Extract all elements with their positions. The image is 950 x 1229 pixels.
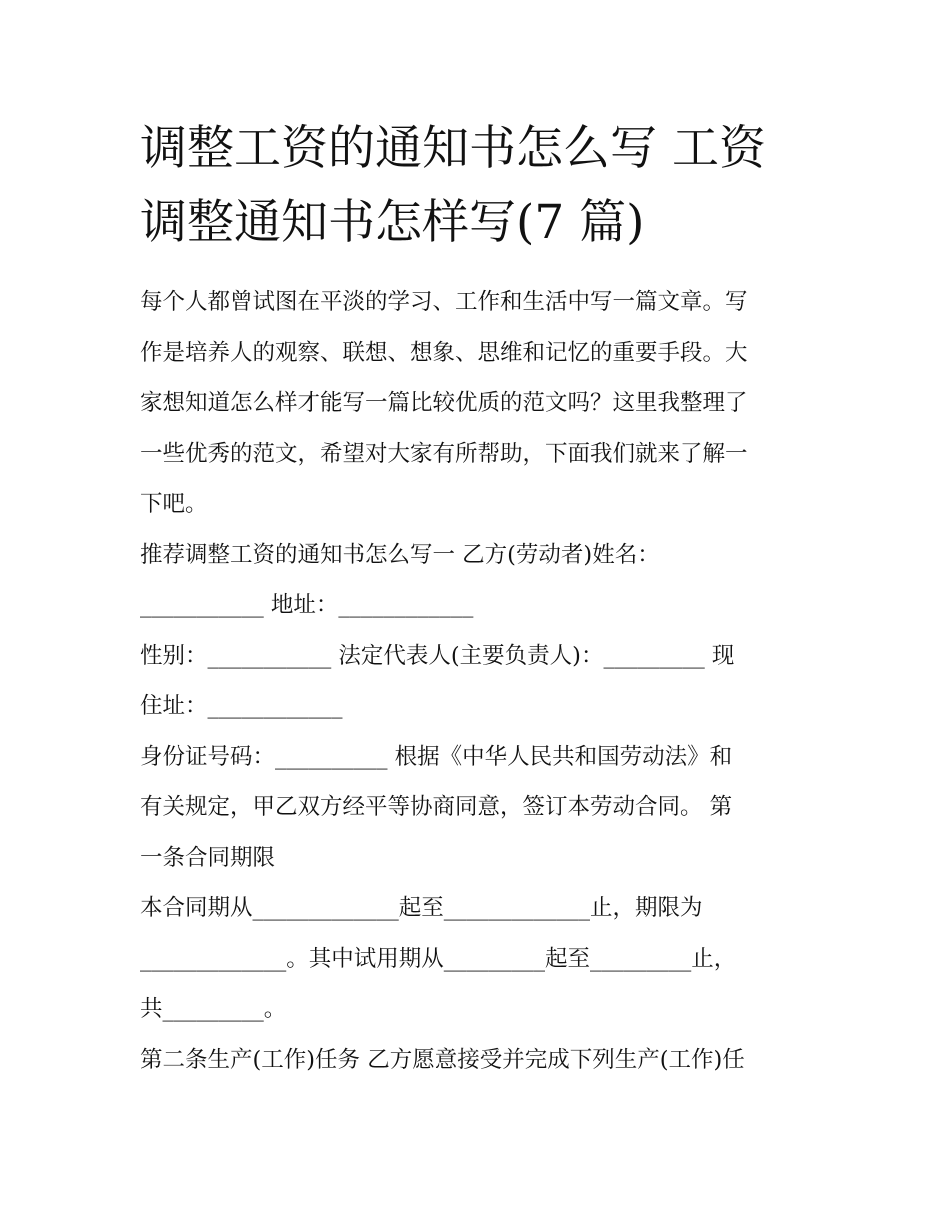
title-line: 调整通知书怎样写(7 篇) — [140, 195, 645, 250]
paragraph-line: 性别：___________ 法定代表人(主要负责人)：_________ 现 — [140, 642, 735, 669]
paragraph-line: _____________。其中试用期从_________起至_________止， — [140, 945, 737, 972]
paragraph-line: 住址：____________ — [140, 693, 343, 719]
title-line: 调整工资的通知书怎么写 工资 — [140, 121, 766, 176]
paragraph-line: 一些优秀的范文，希望对大家有所帮助，下面我们就来了解一 — [140, 440, 748, 467]
paragraph-line: 共_________。 — [140, 996, 287, 1022]
paragraph-line: 下吧。 — [140, 491, 208, 517]
paragraph-line: 第二条生产(工作)任务 乙方愿意接受并完成下列生产(工作)任 — [140, 1046, 745, 1073]
paragraph-line: 身份证号码：__________ 根据《中华人民共和国劳动法》和 — [140, 743, 733, 770]
paragraph-line: 推荐调整工资的通知书怎么写一 乙方(劳动者)姓名： — [140, 541, 660, 568]
paragraph-line: 每个人都曾试图在平淡的学习、工作和生活中写一篇文章。写 — [140, 289, 748, 315]
paragraph-line: 有关规定，甲乙双方经平等协商同意，签订本劳动合同。 第 — [140, 794, 733, 820]
paragraph-line: 家想知道怎么样才能写一篇比较优质的范文吗？这里我整理了 — [140, 390, 748, 416]
paragraph-line: 本合同期从_____________起至_____________止，期限为 — [140, 895, 703, 921]
paragraph-line: 一条合同期限 — [140, 844, 276, 871]
document-body — [140, 277, 820, 1085]
document-title — [140, 112, 820, 260]
paragraph-line: 作是培养人的观察、联想、想象、思维和记忆的重要手段。大 — [140, 339, 748, 366]
paragraph-line: ___________ 地址：____________ — [140, 592, 474, 618]
